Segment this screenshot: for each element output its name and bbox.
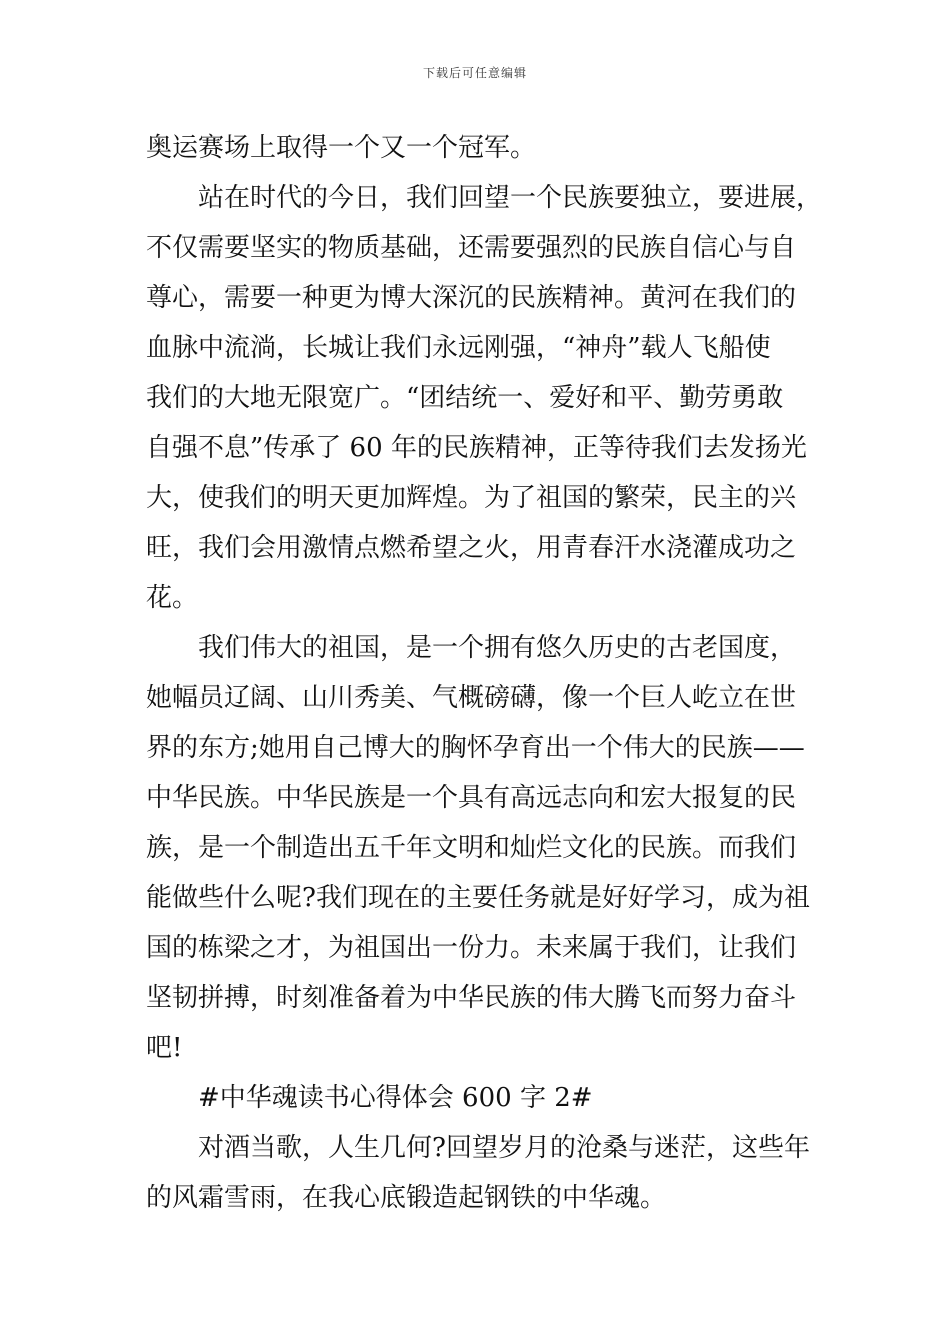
text-line: 自强不息”传承了 60 年的民族精神，正等待我们去发扬光 <box>146 433 807 463</box>
text-line: 奥运赛场上取得一个又一个冠军。 <box>146 133 537 163</box>
text-line: 血脉中流淌，长城让我们永远刚强，“神舟”载人飞船使 <box>146 333 771 363</box>
text-line: 尊心，需要一种更为博大深沉的民族精神。黄河在我们的 <box>146 283 797 313</box>
header-note: 下载后可任意编辑 <box>422 66 527 80</box>
body-text <box>146 123 822 1223</box>
text-line: 能做些什么呢?我们现在的主要任务就是好好学习，成为祖 <box>146 883 810 913</box>
text-line: 不仅需要坚实的物质基础，还需要强烈的民族自信心与自 <box>146 233 797 263</box>
section-heading: #中华魂读书心得体会 600 字 2# <box>198 1083 593 1113</box>
text-line: 大，使我们的明天更加辉煌。为了祖国的繁荣，民主的兴 <box>146 483 797 513</box>
text-line: 界的东方;她用自己博大的胸怀孕育出一个伟大的民族—— <box>146 733 805 763</box>
text-line: 族，是一个制造出五千年文明和灿烂文化的民族。而我们 <box>146 833 797 863</box>
text-line: 她幅员辽阔、山川秀美、气概磅礴，像一个巨人屹立在世 <box>146 683 797 713</box>
text-line: 国的栋梁之才，为祖国出一份力。未来属于我们，让我们 <box>146 933 797 963</box>
text-line: 的风霜雪雨，在我心底锻造起钢铁的中华魂。 <box>146 1183 667 1213</box>
text-line: 我们伟大的祖国，是一个拥有悠久历史的古老国度， <box>198 633 797 663</box>
text-line: 坚韧拼搏，时刻准备着为中华民族的伟大腾飞而努力奋斗 <box>146 983 797 1013</box>
text-line: 站在时代的今日，我们回望一个民族要独立，要进展， <box>198 183 823 213</box>
text-line: 花。 <box>146 583 199 613</box>
text-line: 吧! <box>146 1033 183 1063</box>
text-line: 中华民族。中华民族是一个具有高远志向和宏大报复的民 <box>146 783 797 813</box>
text-line: 对酒当歌，人生几何?回望岁月的沧桑与迷茫，这些年 <box>198 1133 810 1163</box>
text-line: 旺，我们会用激情点燃希望之火，用青春汗水浇灌成功之 <box>146 533 797 563</box>
text-line: 我们的大地无限宽广。“团结统一、爱好和平、勤劳勇敢 <box>146 383 784 413</box>
